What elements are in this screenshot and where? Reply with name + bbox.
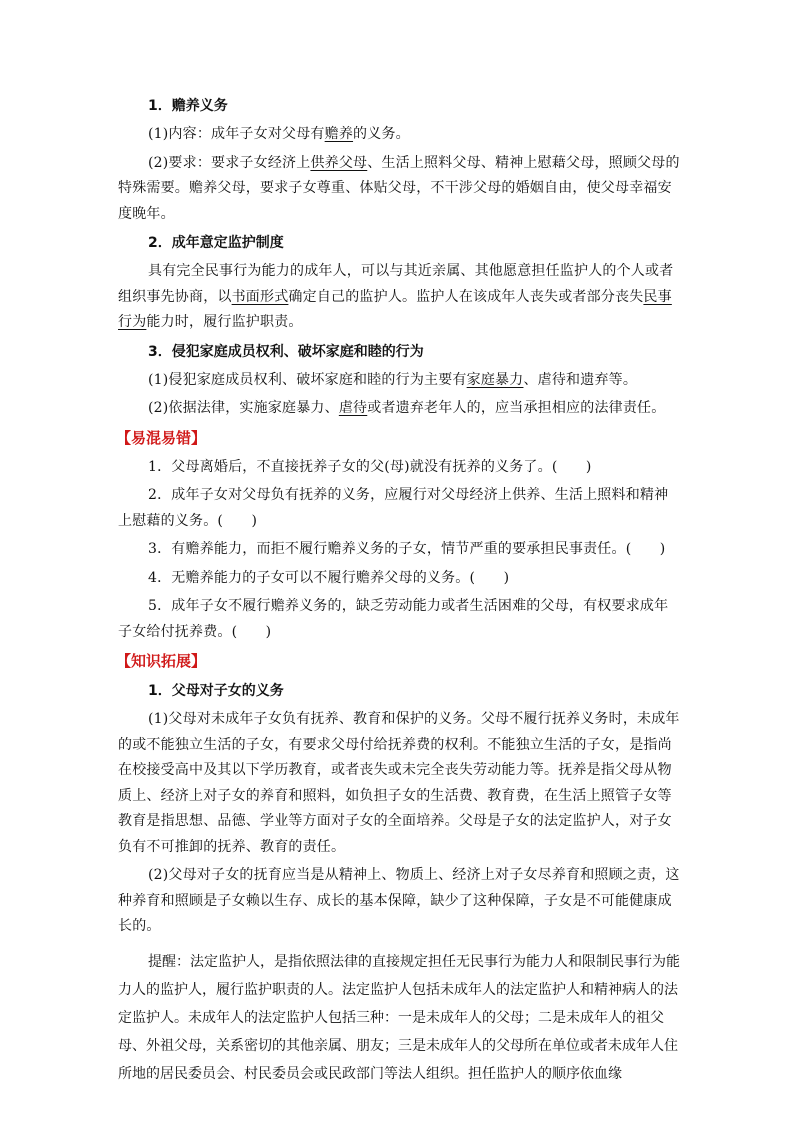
underlined-term: 赡养: [324, 126, 354, 142]
paragraph-adult-guardianship: 具有完全民事行为能力的成年人，可以与其近亲属、其他愿意担任监护人的个人或者组织事先协商，以书面形式确定自己的监护人。监护人在该成年人丧失或者部分丧失民事行为能力时，履行监护职责。: [118, 263, 674, 330]
quiz-item: 4．无赡养能力的子女可以不履行赡养父母的义务。( ): [148, 569, 510, 586]
underlined-term: 虐待: [338, 400, 368, 416]
paragraph-support-requirements: (2)要求：要求子女经济上供养父母、生活上照料父母、精神上慰藉父母，照顾父母的特殊需要。赡养父母，要求子女尊重、体贴父母，不干涉父母的婚姻自由，使父母幸福安度晚年。: [118, 154, 680, 222]
heading-parent-duties: 1．父母对子女的义务: [148, 683, 284, 699]
underlined-term: 民事行为: [118, 288, 672, 330]
heading-family-violations: 3．侵犯家庭成员权利、破坏家庭和睦的行为: [148, 343, 424, 360]
paragraph-violation-types: (1)侵犯家庭成员权利、破坏家庭和睦的行为主要有家庭暴力、虐待和遗弃等。: [148, 371, 638, 388]
quiz-item: 2．成年子女对父母负有抚养的义务，应履行对父母经济上供养、生活上照料和精神上慰藉的义务。( ): [118, 487, 669, 529]
underlined-term: 家庭暴力: [466, 371, 524, 388]
section-title-knowledge-extension: 【知识拓展】: [116, 652, 207, 670]
quiz-item: 1．父母离婚后，不直接抚养子女的父(母)就没有抚养的义务了。( ): [148, 458, 592, 475]
quiz-item: 3．有赡养能力，而拒不履行赡养义务的子女，情节严重的要承担民事责任。( ): [148, 541, 666, 557]
paragraph-parent-duties-2: (2)父母对子女的抚育应当是从精神上、物质上、经济上对子女尽养育和照顾之责，这种养育和照顾是子女赖以生存、成长的基本保障，缺少了这种保障，子女是不可能健康成长的。: [118, 867, 680, 934]
paragraph-parent-duties-1: (1)父母对未成年子女负有抚养、教育和保护的义务。父母不履行抚养义务时，未成年的或不能独立生活的子女，有要求父母付给抚养费的权利。不能独立生活的子女，是指尚在校接受高中及其以下学历教育，或者丧失或未完全丧失劳动能力等。抚养是指父母从物质上、经济上对子女的养育和照料，如负担子女的生活费、教育费，在生活上照管子女等教育是指思想、品德、学业等方面对子女的全面培养。父母是子女的法定监护人，对子女负有不可推卸的抚养、教育的责任。: [118, 711, 680, 855]
underlined-term: 供养父母: [310, 154, 368, 171]
paragraph-support-content: (1)内容：成年子女对父母有赡养的义务。: [148, 126, 410, 142]
underlined-term: 书面形式: [231, 288, 289, 305]
paragraph-legal-liability: (2)依据法律，实施家庭暴力、虐待或者遗弃老年人的，应当承担相应的法律责任。: [148, 400, 666, 416]
section-title-common-mistakes: 【易混易错】: [116, 428, 207, 447]
heading-support-duty: 1．赡养义务: [148, 98, 228, 114]
heading-adult-guardianship: 2．成年意定监护制度: [148, 235, 284, 251]
quiz-item: 5．成年子女不履行赡养义务的，缺乏劳动能力或者生活困难的父母，有权要求成年子女给付抚养费。( ): [118, 598, 669, 640]
reminder-paragraph: 提醒：法定监护人，是指依照法律的直接规定担任无民事行为能力人和限制民事行为能力人的监护人，履行监护职责的人。法定监护人包括未成年人的法定监护人和精神病人的法定监护人。未成年人的法定监护人包括三种：一是未成年人的父母；二是未成年人的祖父母、外祖父母，关系密切的其他亲属、朋友；三是未成年人的父母所在单位或者未成年人住所地的居民委员会、村民委员会或民政部门等法人组织。担任监护人的顺序依血缘: [118, 953, 680, 1082]
